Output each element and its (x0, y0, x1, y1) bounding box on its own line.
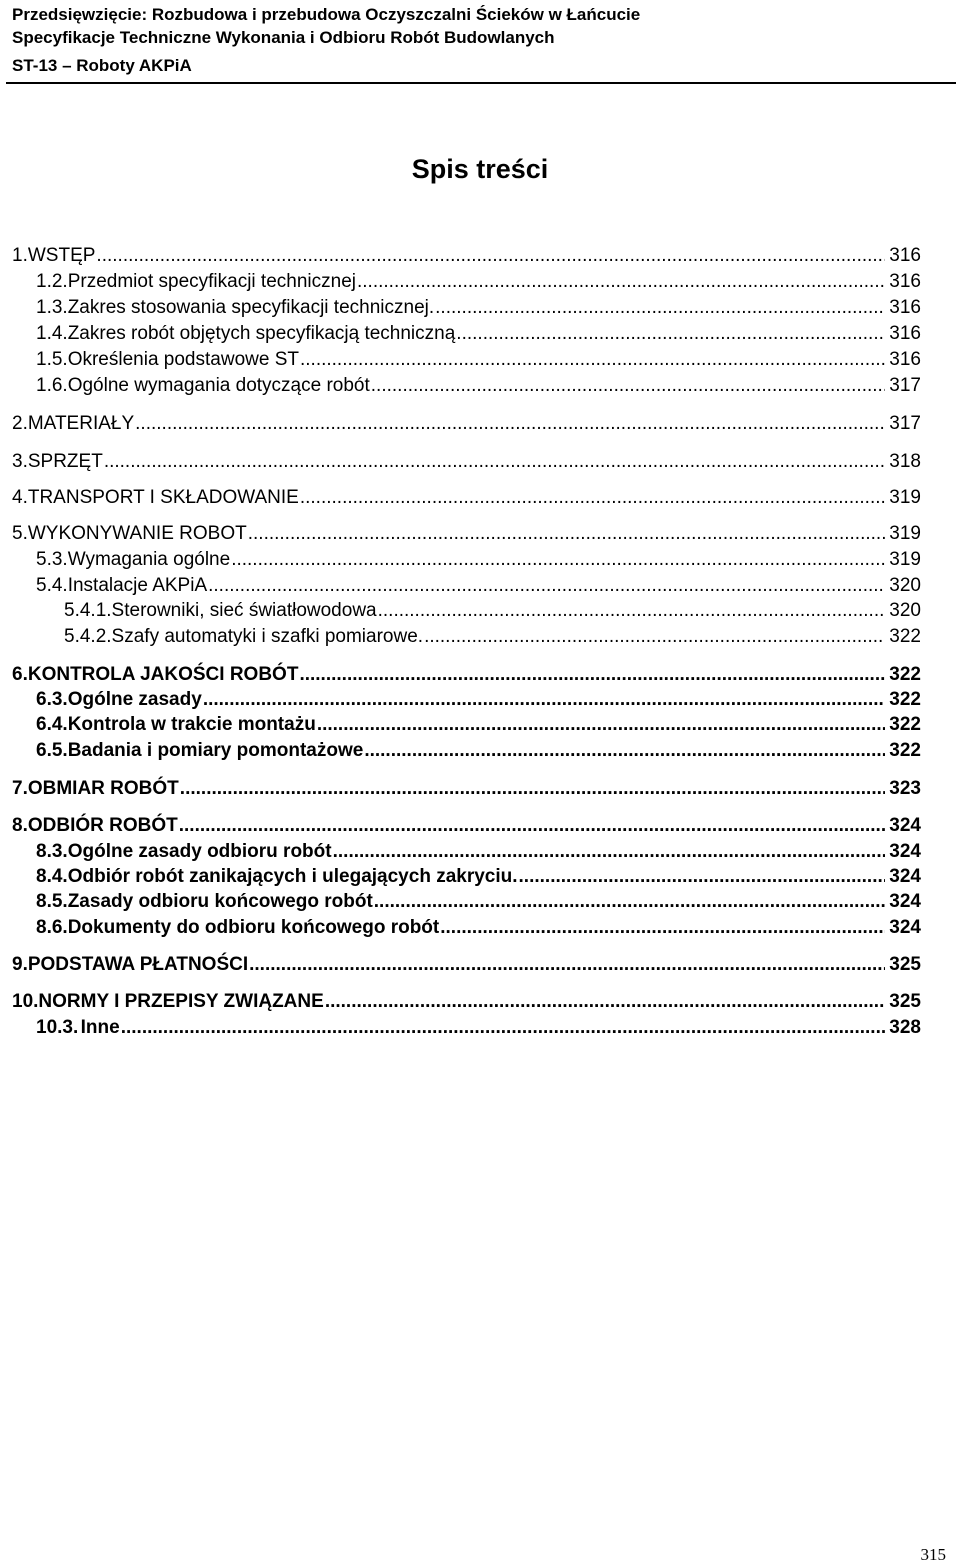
toc-entry-page: 317 (889, 413, 921, 434)
page-number: 315 (920, 1545, 946, 1564)
toc-dot-leader (300, 486, 885, 510)
toc-entry-page: 324 (889, 891, 921, 912)
toc-entry-page: 319 (889, 523, 921, 544)
toc-entry-title: TRANSPORT I SKŁADOWANIE (27, 487, 299, 508)
toc-dot-leader (249, 953, 885, 977)
toc-dot-leader (208, 574, 885, 598)
toc-entry[interactable] (12, 814, 921, 838)
toc-dot-leader (424, 625, 885, 649)
toc-entry-page: 319 (889, 487, 921, 508)
toc-entry-title: Ogólne zasady (67, 689, 202, 710)
toc-dot-leader (435, 296, 885, 320)
toc-entry-number: 2. (12, 413, 28, 434)
toc-entry-page: 323 (889, 778, 921, 799)
toc-entry-title: Określenia podstawowe ST (67, 349, 299, 370)
toc-dot-leader (248, 522, 886, 546)
toc-dot-leader (317, 713, 885, 737)
toc-entry[interactable] (36, 1016, 921, 1040)
toc-entry-title: WYKONYWANIE ROBOT (27, 523, 247, 544)
toc-entry[interactable] (36, 713, 921, 737)
toc-entry-title: Sterowniki, sieć światłowodowa (111, 600, 377, 621)
toc-entry-page: 316 (889, 245, 921, 266)
toc-entry[interactable] (12, 412, 921, 436)
toc-dot-leader (299, 663, 885, 687)
toc-entry[interactable] (36, 322, 921, 346)
spec-title: Specyfikacje Techniczne Wykonania i Odbioru Robót Budowlanych (12, 28, 555, 47)
toc-entry[interactable] (12, 953, 921, 977)
toc-entry-page: 322 (889, 664, 921, 685)
toc-entry[interactable] (12, 486, 921, 510)
toc-entry-number: 4. (12, 487, 28, 508)
toc-dot-leader (378, 599, 886, 623)
toc-entry-title: Wymagania ogólne (67, 549, 231, 570)
toc-entry-number: 5. (12, 523, 28, 544)
toc-dot-leader (371, 374, 886, 398)
toc-entry-number: 1.6. (36, 375, 68, 396)
toc-entry[interactable] (36, 574, 921, 598)
toc-entry-number: 8. (12, 815, 28, 836)
toc-entry-title: KONTROLA JAKOŚCI ROBÓT (27, 664, 299, 685)
toc-entry-page: 324 (889, 866, 921, 887)
toc-entry-number: 5.3. (36, 549, 68, 570)
toc-dot-leader (203, 688, 885, 712)
toc-entry-title: MATERIAŁY (27, 413, 135, 434)
toc-entry-page: 317 (889, 375, 921, 396)
toc-entry-title: Ogólne wymagania dotyczące robót (67, 375, 370, 396)
toc-dot-leader (300, 348, 885, 372)
project-title: Przedsięwzięcie: Rozbudowa i przebudowa Oczyszczalni Ścieków w Łańcucie (12, 5, 641, 24)
toc-entry-title: PODSTAWA PŁATNOŚCI (27, 954, 249, 975)
toc-entry-number: 5.4.2. (64, 626, 112, 647)
toc-entry-number: 7. (12, 778, 28, 799)
toc-entry-title: Ogólne zasady odbioru robót (67, 841, 332, 862)
toc-entry-page: 322 (889, 626, 921, 647)
toc-entry[interactable] (64, 625, 921, 649)
toc-entry-title: Zakres stosowania specyfikacji technicznej. (67, 297, 435, 318)
toc-entry[interactable] (12, 244, 921, 268)
toc-entry[interactable] (36, 840, 921, 864)
toc-entry[interactable] (12, 990, 921, 1014)
toc-entry-page: 322 (889, 740, 921, 761)
toc-entry-number: 5.4. (36, 575, 68, 596)
toc-entry-page: 325 (889, 954, 921, 975)
toc-dot-leader (333, 840, 886, 864)
toc-entry-number: 6.3. (36, 689, 68, 710)
toc-dot-leader (325, 990, 885, 1014)
toc-dot-leader (104, 450, 885, 474)
toc-entry-title: Odbiór robót zanikających i ulegających zakryciu. (67, 866, 518, 887)
toc-entry-page: 322 (889, 714, 921, 735)
toc-entry-title: Instalacje AKPiA (67, 575, 208, 596)
toc-dot-leader (121, 1016, 886, 1040)
toc-entry[interactable] (36, 348, 921, 372)
toc-entry-number: 6. (12, 664, 28, 685)
toc-entry[interactable] (36, 890, 921, 914)
toc-entry[interactable] (36, 865, 921, 889)
toc-entry-number: 8.5. (36, 891, 68, 912)
toc-entry-title: Przedmiot specyfikacji technicznej (67, 271, 356, 292)
toc-entry[interactable] (36, 548, 921, 572)
toc-entry-number: 6.4. (36, 714, 68, 735)
toc-dot-leader (231, 548, 885, 572)
toc-entry-page: 324 (889, 815, 921, 836)
toc-entry-title: Zasady odbioru końcowego robót (67, 891, 373, 912)
toc-entry-title: Kontrola w trakcie montażu (67, 714, 316, 735)
toc-entry-page: 318 (889, 451, 921, 472)
toc-entry-page: 316 (889, 323, 921, 344)
toc-entry-page: 325 (889, 991, 921, 1012)
toc-dot-leader (519, 865, 886, 889)
toc-entry-number: 8.6. (36, 917, 68, 938)
toc-entry-title: SPRZĘT (27, 451, 103, 472)
toc-entry-number: 1.4. (36, 323, 68, 344)
toc-entry[interactable] (12, 450, 921, 474)
toc-entry-page: 324 (889, 917, 921, 938)
toc-entry-number: 10.3. (36, 1017, 79, 1038)
toc-dot-leader (374, 890, 886, 914)
toc-entry-page: 320 (889, 600, 921, 621)
toc-entry-number: 1.3. (36, 297, 68, 318)
toc-entry-page: 322 (889, 689, 921, 710)
toc-entry[interactable] (36, 916, 921, 940)
toc-entry-title: Zakres robót objętych specyfikacją techniczną (67, 323, 456, 344)
toc-entry-number: 8.3. (36, 841, 68, 862)
toc-entry[interactable] (36, 688, 921, 712)
toc-entry[interactable] (36, 374, 921, 398)
toc-dot-leader (440, 916, 885, 940)
toc-entry-title: Dokumenty do odbioru końcowego robót (67, 917, 440, 938)
toc-entry[interactable] (36, 296, 921, 320)
section-code: ST-13 – Roboty AKPiA (12, 56, 192, 75)
toc-entry-page: 316 (889, 297, 921, 318)
toc-entry-number: 1.5. (36, 349, 68, 370)
toc-entry[interactable] (64, 599, 921, 623)
toc-entry-title: NORMY I PRZEPISY ZWIĄZANE (38, 991, 324, 1012)
toc-entry-page: 324 (889, 841, 921, 862)
toc-dot-leader (364, 739, 885, 763)
toc-dot-leader (180, 777, 886, 801)
toc-entry[interactable] (12, 777, 921, 801)
toc-entry[interactable] (12, 522, 921, 546)
toc-entry-number: 3. (12, 451, 28, 472)
toc-entry[interactable] (36, 270, 921, 294)
toc-entry-number: 9. (12, 954, 28, 975)
toc-dot-leader (357, 270, 885, 294)
toc-entry-title: Badania i pomiary pomontażowe (67, 740, 364, 761)
toc-entry-title: WSTĘP (27, 245, 96, 266)
toc-entry-number: 10. (12, 991, 39, 1012)
toc-entry-number: 8.4. (36, 866, 68, 887)
toc-entry-title: Inne (80, 1017, 120, 1038)
toc-entry[interactable] (12, 663, 921, 687)
toc-entry-page: 319 (889, 549, 921, 570)
toc-entry[interactable] (36, 739, 921, 763)
toc-entry-page: 328 (889, 1017, 921, 1038)
toc-dot-leader (135, 412, 885, 436)
page-title: Spis treści (411, 154, 549, 184)
toc-dot-leader (179, 814, 886, 838)
toc-entry-page: 316 (889, 271, 921, 292)
toc-dot-leader (456, 322, 885, 346)
toc-dot-leader (96, 244, 885, 268)
toc-entry-number: 1. (12, 245, 28, 266)
toc-entry-title: Szafy automatyki i szafki pomiarowe. (111, 626, 424, 647)
toc-entry-title: OBMIAR ROBÓT (27, 778, 179, 799)
toc-entry-title: ODBIÓR ROBÓT (27, 815, 178, 836)
toc-entry-page: 316 (889, 349, 921, 370)
toc-entry-page: 320 (889, 575, 921, 596)
toc-entry-number: 1.2. (36, 271, 68, 292)
toc-entry-number: 6.5. (36, 740, 68, 761)
toc-entry-number: 5.4.1. (64, 600, 112, 621)
